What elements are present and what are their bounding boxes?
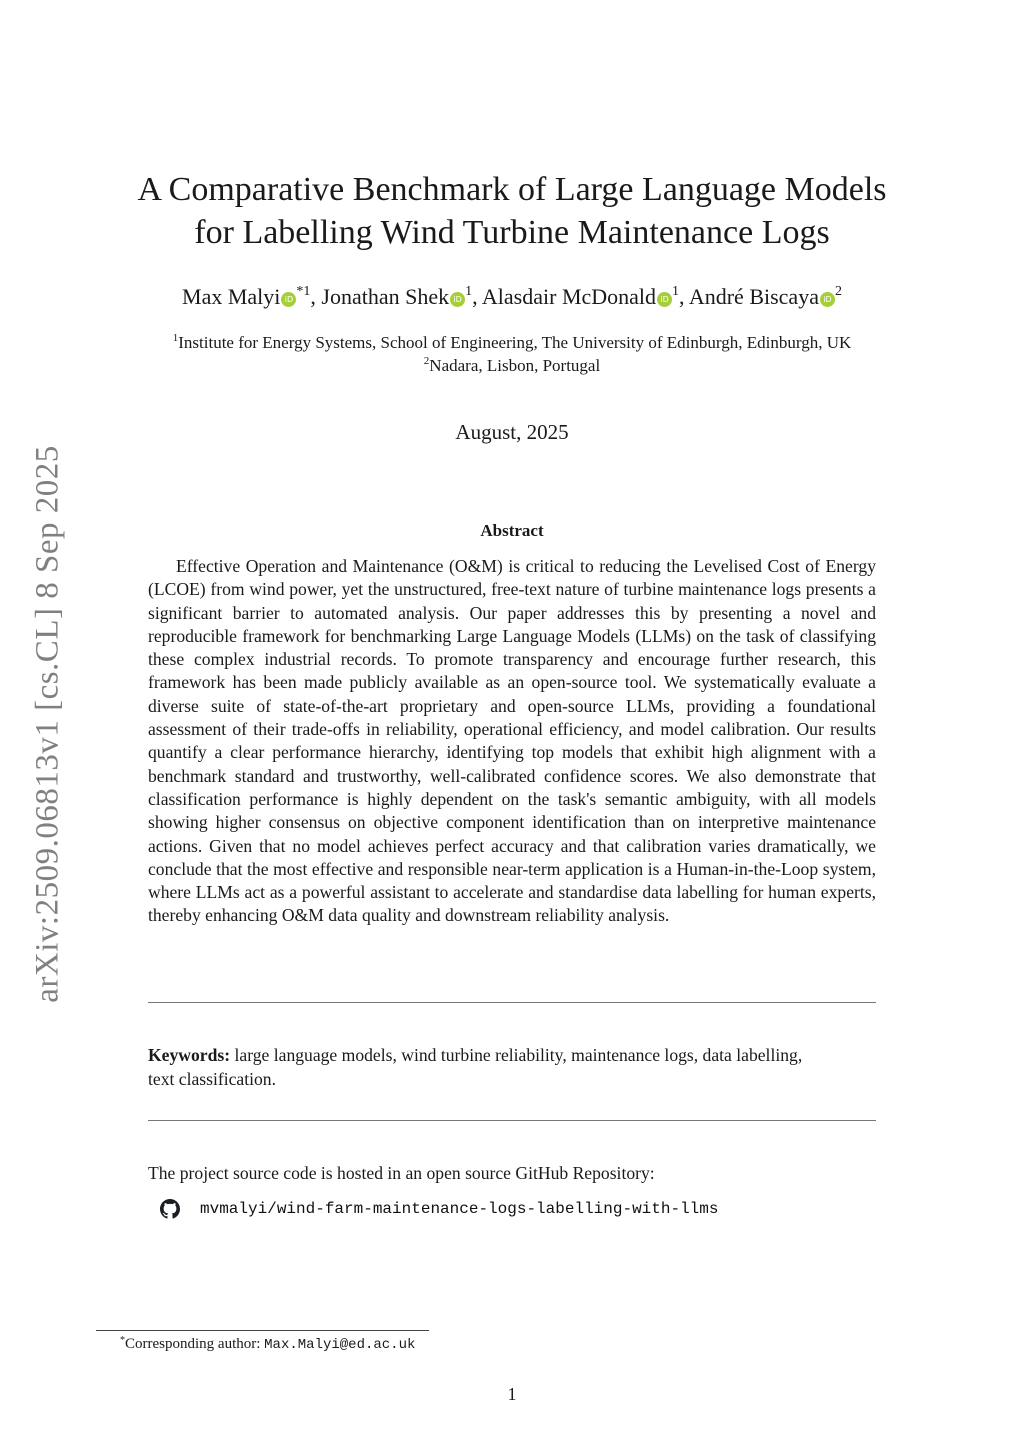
author-name: Alasdair McDonald bbox=[481, 284, 657, 309]
publication-date: August, 2025 bbox=[455, 420, 569, 444]
author-list bbox=[60, 283, 964, 311]
abstract-heading: Abstract bbox=[480, 521, 544, 540]
author-separator: , bbox=[310, 284, 322, 309]
author-affiliation-mark: 1 bbox=[672, 284, 680, 299]
footnote-mark: * bbox=[120, 1335, 125, 1346]
affiliation-line bbox=[60, 331, 964, 354]
author-separator: , bbox=[679, 284, 689, 309]
affiliation-line bbox=[60, 354, 964, 377]
author-name: Max Malyi bbox=[182, 284, 281, 309]
divider-rule bbox=[148, 1002, 876, 1003]
author-name: Jonathan Shek bbox=[321, 284, 450, 309]
affiliation-number: 1 bbox=[172, 332, 179, 344]
title-line-2: for Labelling Wind Turbine Maintenance Logs bbox=[194, 214, 830, 251]
repository-link[interactable]: mvmalyi/wind-farm-maintenance-logs-labelling-with-llms bbox=[200, 1200, 719, 1218]
author-name: André Biscaya bbox=[688, 284, 819, 309]
keywords bbox=[148, 1044, 828, 1091]
page-number: 1 bbox=[507, 1384, 517, 1404]
divider-rule bbox=[148, 1120, 876, 1121]
author-affiliation-mark: *1 bbox=[296, 284, 311, 299]
keywords-label: Keywords: bbox=[148, 1045, 231, 1065]
affiliation-text: Nadara, Lisbon, Portugal bbox=[429, 356, 601, 375]
title-line-1: A Comparative Benchmark of Large Language Models bbox=[137, 171, 887, 208]
author-affiliation-mark: 2 bbox=[834, 284, 842, 299]
orcid-icon[interactable]: iD bbox=[450, 292, 465, 307]
author-affiliation-mark: 1 bbox=[465, 284, 473, 299]
affiliation-text: Institute for Energy Systems, School of Engineering, The University of Edinburgh, Edinburgh, UK bbox=[178, 333, 852, 352]
source-code-note: The project source code is hosted in an open source GitHub Repository: bbox=[148, 1163, 655, 1183]
affiliation-number: 2 bbox=[423, 355, 430, 367]
orcid-icon[interactable]: iD bbox=[820, 292, 835, 307]
repository-link-row[interactable] bbox=[160, 1197, 718, 1221]
footnote-divider bbox=[96, 1330, 429, 1331]
github-icon[interactable] bbox=[160, 1199, 180, 1219]
affiliations bbox=[60, 331, 964, 377]
author-separator: , bbox=[472, 284, 482, 309]
corresponding-author-footnote bbox=[120, 1334, 415, 1355]
paper-title bbox=[100, 168, 924, 254]
footnote-text: Corresponding author: bbox=[125, 1336, 265, 1352]
arxiv-identifier-stamp: arXiv:2509.06813v1 [cs.CL] 8 Sep 2025 bbox=[29, 445, 66, 1003]
corresponding-author-email[interactable]: Max.Malyi@ed.ac.uk bbox=[264, 1337, 416, 1353]
orcid-icon[interactable]: iD bbox=[657, 292, 672, 307]
abstract-body: Effective Operation and Maintenance (O&M) is critical to reducing the Levelised Cost of Energy (LCOE) from wind power, yet the unstructured, free-text nature of turbine maintenance logs presents a significant barrier to automated analysis. Our paper addresses this by presenting a novel and reproducible framework for benchmarking Large Language Models (LLMs) on the task of classifying these complex industrial records. To promote transparency and encourage further research, this framework has been made publicly available as an open-source tool. We systematically evaluate a diverse suite of state-of-the-art proprietary and open-source LLMs, providing a foundational assessment of their trade-offs in reliability, operational efficiency, and model calibration. Our results quantify a clear performance hierarchy, identifying top models that exhibit high alignment with a benchmark standard and trustworthy, well-calibrated confidence scores. We also demonstrate that classification performance is highly dependent on the task's semantic ambiguity, with all models showing higher consensus on objective component identification than on interpretive maintenance actions. Given that no model achieves perfect accuracy and that calibration varies dramatically, we conclude that the most effective and responsible near-term application is a Human-in-the-Loop system, where LLMs act as a powerful assistant to accelerate and standardise data labelling for human experts, thereby enhancing O&M data quality and downstream reliability analysis. bbox=[148, 556, 876, 926]
keywords-text: large language models, wind turbine reliability, maintenance logs, data labelling, text classification. bbox=[148, 1045, 803, 1089]
orcid-icon[interactable]: iD bbox=[281, 292, 296, 307]
